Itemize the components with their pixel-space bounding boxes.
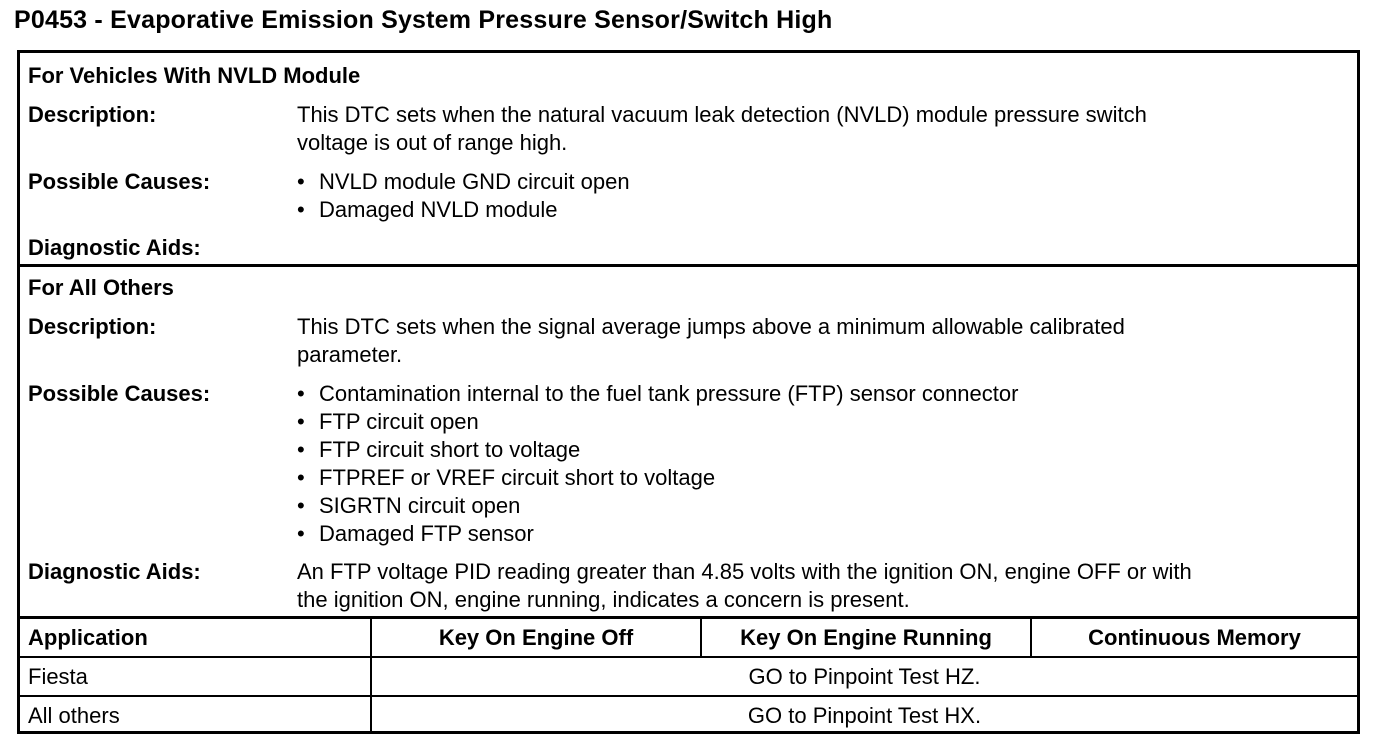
table-row [20,697,1357,734]
application-table [20,619,1357,737]
column-header-koer: Key On Engine Running [702,619,1032,656]
section-heading: For All Others [28,275,174,300]
diagnostic-aids-text [297,558,1347,614]
column-header-koeo: Key On Engine Off [372,619,702,656]
action-cell: GO to Pinpoint Test HZ. [748,663,981,689]
description-text [297,101,1347,157]
description-label: Description: [28,314,157,339]
application-cell: All others [20,697,372,734]
diagnostic-aids-label: Diagnostic Aids: [28,235,201,260]
list-item: • NVLD module GND circuit open [297,168,630,196]
possible-causes-label: Possible Causes: [28,381,211,406]
description-label: Description: [28,102,157,127]
possible-causes-list [297,168,630,224]
column-header-continuous-memory: Continuous Memory [1088,624,1301,650]
list-item: • FTP circuit open [297,408,1018,436]
section-all-others [20,267,1357,619]
list-item: • FTPREF or VREF circuit short to voltage [297,464,1018,492]
description-line: voltage is out of range high. [297,130,568,155]
list-item: • SIGRTN circuit open [297,492,1018,520]
description-line: This DTC sets when the signal average jumps above a minimum allowable calibrated [297,314,1125,339]
possible-causes-label: Possible Causes: [28,169,211,194]
dtc-table [17,50,1360,734]
list-item: • Contamination internal to the fuel tank pressure (FTP) sensor connector [297,380,1018,408]
page-title: P0453 - Evaporative Emission System Pressure Sensor/Switch High [14,6,833,34]
column-header-application: Application [20,619,372,656]
diagnostic-aids-line: the ignition ON, engine running, indicates a concern is present. [297,587,910,612]
application-cell: Fiesta [20,658,372,695]
diagnostic-aids-label: Diagnostic Aids: [28,559,201,584]
description-line: parameter. [297,342,403,367]
table-header-row [20,619,1357,658]
diagnostic-aids-line: An FTP voltage PID reading greater than 4.85 volts with the ignition ON, engine OFF or with [297,559,1192,584]
list-item: • Damaged FTP sensor [297,520,1018,548]
section-nvld [20,53,1357,267]
description-text [297,313,1347,369]
list-item: • FTP circuit short to voltage [297,436,1018,464]
action-cell: GO to Pinpoint Test HX. [747,702,982,728]
list-item: • Damaged NVLD module [297,196,630,224]
description-line: This DTC sets when the natural vacuum leak detection (NVLD) module pressure switch [297,102,1147,127]
section-heading: For Vehicles With NVLD Module [28,63,361,88]
possible-causes-list [297,380,1018,548]
table-row [20,658,1357,697]
